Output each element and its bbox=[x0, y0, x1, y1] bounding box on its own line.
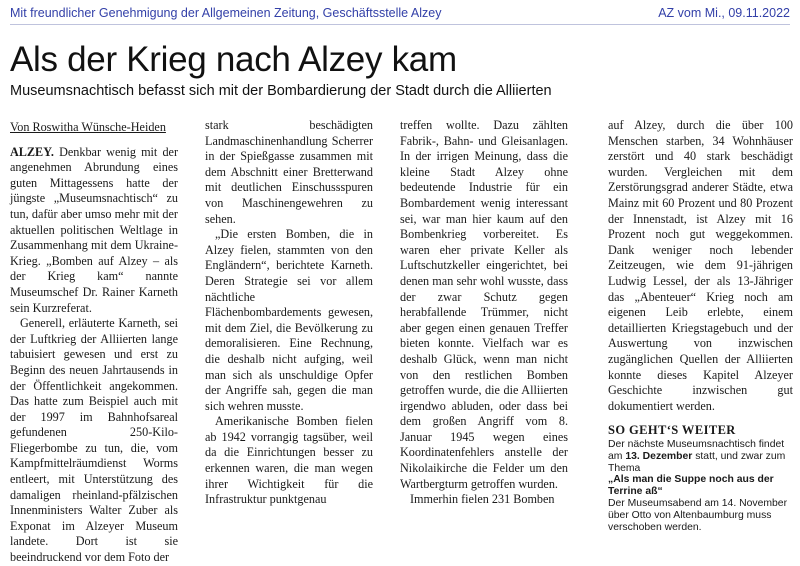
article-headline: Als der Krieg nach Alzey kam bbox=[10, 40, 457, 79]
event-date: 13. Dezember bbox=[625, 450, 693, 462]
paragraph-text: Denkbar wenig mit der angenehmen Abrundung eines guten Mittagessens hatte der jüngste „Museumsnachtisch“ zu tun, dafür aber umso mehr mit der aktuellen politischen Weltlage in Zusammenhang mit dem Ukraine-Krieg. „Bomben auf Alzey – als der Krieg kam“ nannte Museumschef Dr. Rainer Karneth sein Kurzreferat. bbox=[10, 144, 179, 315]
article-paragraph: „Die ersten Bomben, die in Alzey fielen, stammten von den Engländern“, berichtete Karneth. Deren Strategie sei vor allem nächtliche Flächenbombardements gewesen, mit dem Ziel, die Bevölkerung zu demoralisieren. Eine Rechnung, die deshalb nicht aufging, weil man sich als unschuldige Opfer der Angriffe sah, gegen die man sich wehren musste. bbox=[205, 227, 373, 413]
infobox-title: SO GEHT‘S WEITER bbox=[608, 423, 736, 437]
article-paragraph: auf Alzey, durch die über 100 Menschen starben, 34 Wohnhäuser zerstört und 40 stark beschädigt wurden. Vergleichen mit dem Zerstörungsgrad anderer Städte, etwa Mainz mit 60 Prozent und 80 Prozent der Innenstadt, ist Alzey mit 16 Prozent noch gut weggekommen. Dank weniger noch lebender Zeitzeugen, wie dem 91-jährigen Ludwig Lessel, der als 13-Jähriger das „Abenteuer“ Krieg noch am eigenen Leib erlebte, einem detaillierten Kriegstagebuch und der Auswertung von inzwischen zugänglichen Quellen der Alliierten konnte dieses Kapitel Alzeyer Geschichte inzwischen gut dokumentiert werden. bbox=[608, 118, 793, 413]
dateline: ALZEY. bbox=[10, 144, 54, 159]
permission-note: Mit freundlicher Genehmigung der Allgemeinen Zeitung, Geschäftsstelle Alzey bbox=[10, 6, 442, 20]
infobox-text-prefix: Der nächste Museumsnachtisch findet am bbox=[608, 439, 785, 462]
article-subheadline: Museumsnachtisch befasst sich mit der Bombardierung der Stadt durch die Alliierten bbox=[10, 83, 552, 99]
article-column-1 bbox=[10, 118, 178, 566]
source-header bbox=[10, 6, 790, 24]
postponement-note: Der Museumsabend am 14. November über Otto von Altenbaumburg muss verschoben werden. bbox=[608, 497, 788, 533]
article-column-4 bbox=[608, 118, 793, 414]
article-column-2 bbox=[205, 118, 373, 508]
infobox-text-suffix: statt, und zwar zum Thema bbox=[608, 450, 786, 474]
infobox bbox=[608, 439, 793, 533]
byline: Von Roswitha Wünsche-Heiden bbox=[10, 120, 166, 134]
article-paragraph: Generell, erläuterte Karneth, sei der Luftkrieg der Alliierten lange tabuisiert gewesen und erst zu Beginn des neuen Jahrtausends in der Öffentlichkeit angekommen. Das hatte zum Beispiel auch mit der 1997 im Bahnhofsareal gefundenen 250-Kilo-Fliegerbombe zu tun, die, vom Kampfmittelräumdienst Worms entleert, mit Unterstützung des damaligen rheinland-pfälzischen Innenministers Walter Zuber als Exponat im Alzeyer Museum landete. Dort ist sie beeindruckend vor dem Foto der bbox=[10, 316, 178, 565]
article-paragraph: treffen wollte. Dazu zählten Fabrik-, Bahn- und Gleisanlagen. In der irrigen Meinung, dass die kleine Stadt Alzey ohne bedeutende Industrie für ein Bombardement wenig interessant sei, war man hier kaum auf den Bombenkrieg vorbereitet. Es waren eher private Keller als Luftschutzkeller eingerichtet, bei denen man sehr wohl wusste, dass der zwar Schutz gegen herabfallende Trümmer, nicht aber gegen einen genauen Treffer bieten konnte. Vielfach war es deshalb Glück, wenn man nicht von den restlichen Bomben getroffen wurde, die die Alliierten irgendwo abluden, oder dass bei dem großen Angriff vom 8. Januar 1945 wegen eines Koordinatenfehlers anstelle der Nikolaikirche die Felder um den Wartbergturm getroffen wurden. bbox=[400, 118, 568, 491]
article-paragraph: Amerikanische Bomben fielen ab 1942 vorrangig tagsüber, weil da die Einrichtungen besser zu erkennen waren, die man wegen ihrer Wichtigkeit für die Infrastruktur punktgenau bbox=[205, 414, 373, 507]
event-topic-text: „Als man die Suppe noch aus der Terrine aß“ bbox=[608, 474, 774, 498]
article-paragraph: stark beschädigten Landmaschinenhandlung Scherrer in der Spießgasse zusammen mit dem Abschnitt einer Bretterwand mit deutlichen Einschussspuren von Maschinengewehren zu sehen. bbox=[205, 118, 373, 226]
infobox-text bbox=[608, 439, 793, 474]
event-topic bbox=[608, 474, 793, 498]
header-divider bbox=[10, 24, 790, 25]
article-paragraph: Immerhin fielen 231 Bomben bbox=[410, 492, 555, 507]
article-paragraph bbox=[10, 145, 178, 317]
article-column-3 bbox=[400, 118, 568, 508]
publication-date: AZ vom Mi., 09.11.2022 bbox=[658, 6, 790, 20]
